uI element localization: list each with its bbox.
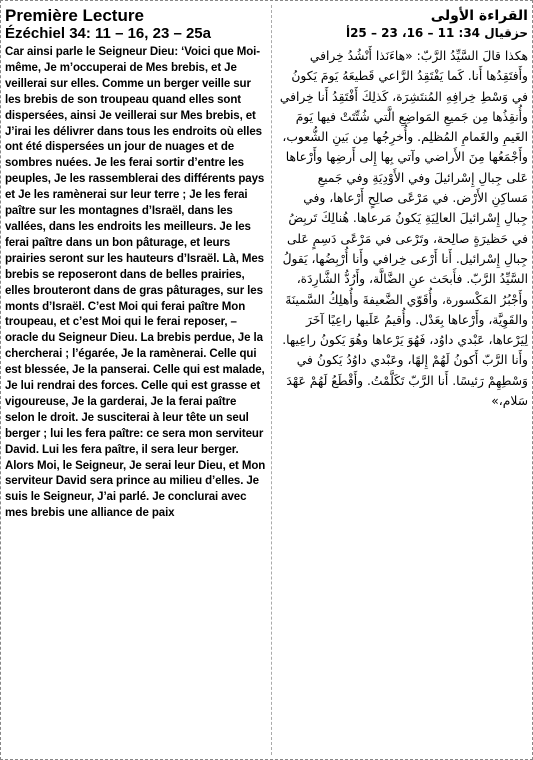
french-reference: Ézéchiel 34: 11 – 16, 23 – 25a bbox=[5, 25, 211, 42]
french-column bbox=[5, 5, 269, 755]
arabic-reference: حزقيال 34: 11 – 16، 23 – 25أ bbox=[345, 26, 528, 40]
french-body: Car ainsi parle le Seigneur Dieu: ‘Voici que Moi-même, Je m’occuperai de Mes brebis, et Je veillerai sur elles. Comme un berger veille sur les brebis de son troupeau quand elles sont dispersées, ainsi Je veillerai sur Mes brebis, et J’irai les délivrer dans tous les endroits où elles ont été dispersées un jour de nuages et de sombres nuées. Je les ferai sortir d’entre les peuples, Je les rassemblerai des différents pays et Je les ramènerai sur leur terre ; Je les ferai paître sur les montagnes d’Israël, dans les vallées, dans les endroits les meilleurs. Je les ferai paître dans un bon pâturage, et leurs prairies seront sur les hauteurs d’Israël. Là, Mes brebis se reposeront dans de belles prairies, elles brouteront dans de gras pâturages, sur les monts d’Israël. C’est Moi qui ferai paître Mon troupeau, et c’est Moi qui le ferai reposer, – oracle du Seigneur Dieu. La brebis perdue, Je la chercherai ; l’égarée, Je la ramènerai. Celle qui est blessée, Je la panserai. Celle qui est malade, Je lui rendrai des forces. Celle qui est grasse et vigoureuse, Je la garderai, Je la ferai paître selon le droit. Je susciterai à leur tête un seul berger ; lui les fera paître: ce sera mon serviteur David. Lui les fera paître, il sera leur berger. Alors Moi, le Seigneur, Je serai leur Dieu, et Mon serviteur David sera prince au milieu d’elles. Je suis le Seigneur, J’ai parlé. Je conclurai avec mes brebis une alliance de paix bbox=[5, 46, 266, 520]
arabic-column bbox=[274, 5, 528, 755]
arabic-title: القراءة الأولى bbox=[430, 8, 528, 24]
column-divider bbox=[271, 5, 272, 755]
arabic-body: هكذا قالَ السَّيِّدُ الرَّبّ: «هاءَنَذا أَنْشُدُ خِرافي وأَفتَقِدُها أَنا. كَما يَفْتَقِدُ الرَّاعي قَطيعَهُ يَومَ يَكونُ في وَسْطِ خِرافِهِ المُنتَشِرَة، كَذلِكَ أَفْتَقِدُ أَنا خِرافي وأُنقِذُها مِن جَميعِ المَواضِعِ الَّتي شُتِّتَتْ فيها يَومَ الغَيمِ والغَمامِ المُظلِم. وأُخرِجُها مِن بَينِ الشُّعوب، وأَجْمَعُها مِنَ الأَراضي وآتي بِها إِلى أَرضِها وأَرْعاها عَلى جِبالِ إِسْرائيلَ وفي الأَوْدِيَةِ وفي جَميعِ مَساكِنِ الأَرْض. في مَرْعًى صالِحٍ أَرْعاها، وفي جِبالِ إِسْرائيلَ العالِيَةِ يَكونُ مَرعاها. هُنالِكَ تَربِضُ في حَظيرَةٍ صالِحة، وتَرْعى في مَرْعًى دَسِمٍ عَلى جِبالِ إِسْرائيل. أَنا أَرْعى خِرافي وأَنا أُرْبِضُها، يَقولُ السَّيِّدُ الرَّبّ. فأَبحَث عنِ الضَّالَّة، وأَرُدُّ الشَّارِدَة، وأَجْبُرُ المَكْسورة، وأُقَوّي الضَّعيفةَ وأُهلِكُ السَّمينَةَ والقَوِيَّة، وأَرْعاها بِعَدْل. وأُقيمُ عَلَيها راعِيًا آخَرَ لِيَرْعاها، عَبْدي داوُد، فَهُوَ يَرْعاها وهُوَ يَكونُ راعِيها. وأَنا الرَّبّ أَكونُ لَهُمْ إِلهًا، وعَبْدي داوُدُ يَكونُ في وَسْطِهِمْ رَئيسًا. أَنا الرَّبّ تَكَلَّمْتُ. وأَقْطَعُ لَهُمْ عَهْدَ سَلام،» bbox=[279, 49, 528, 409]
french-title: Première Lecture bbox=[5, 6, 144, 25]
